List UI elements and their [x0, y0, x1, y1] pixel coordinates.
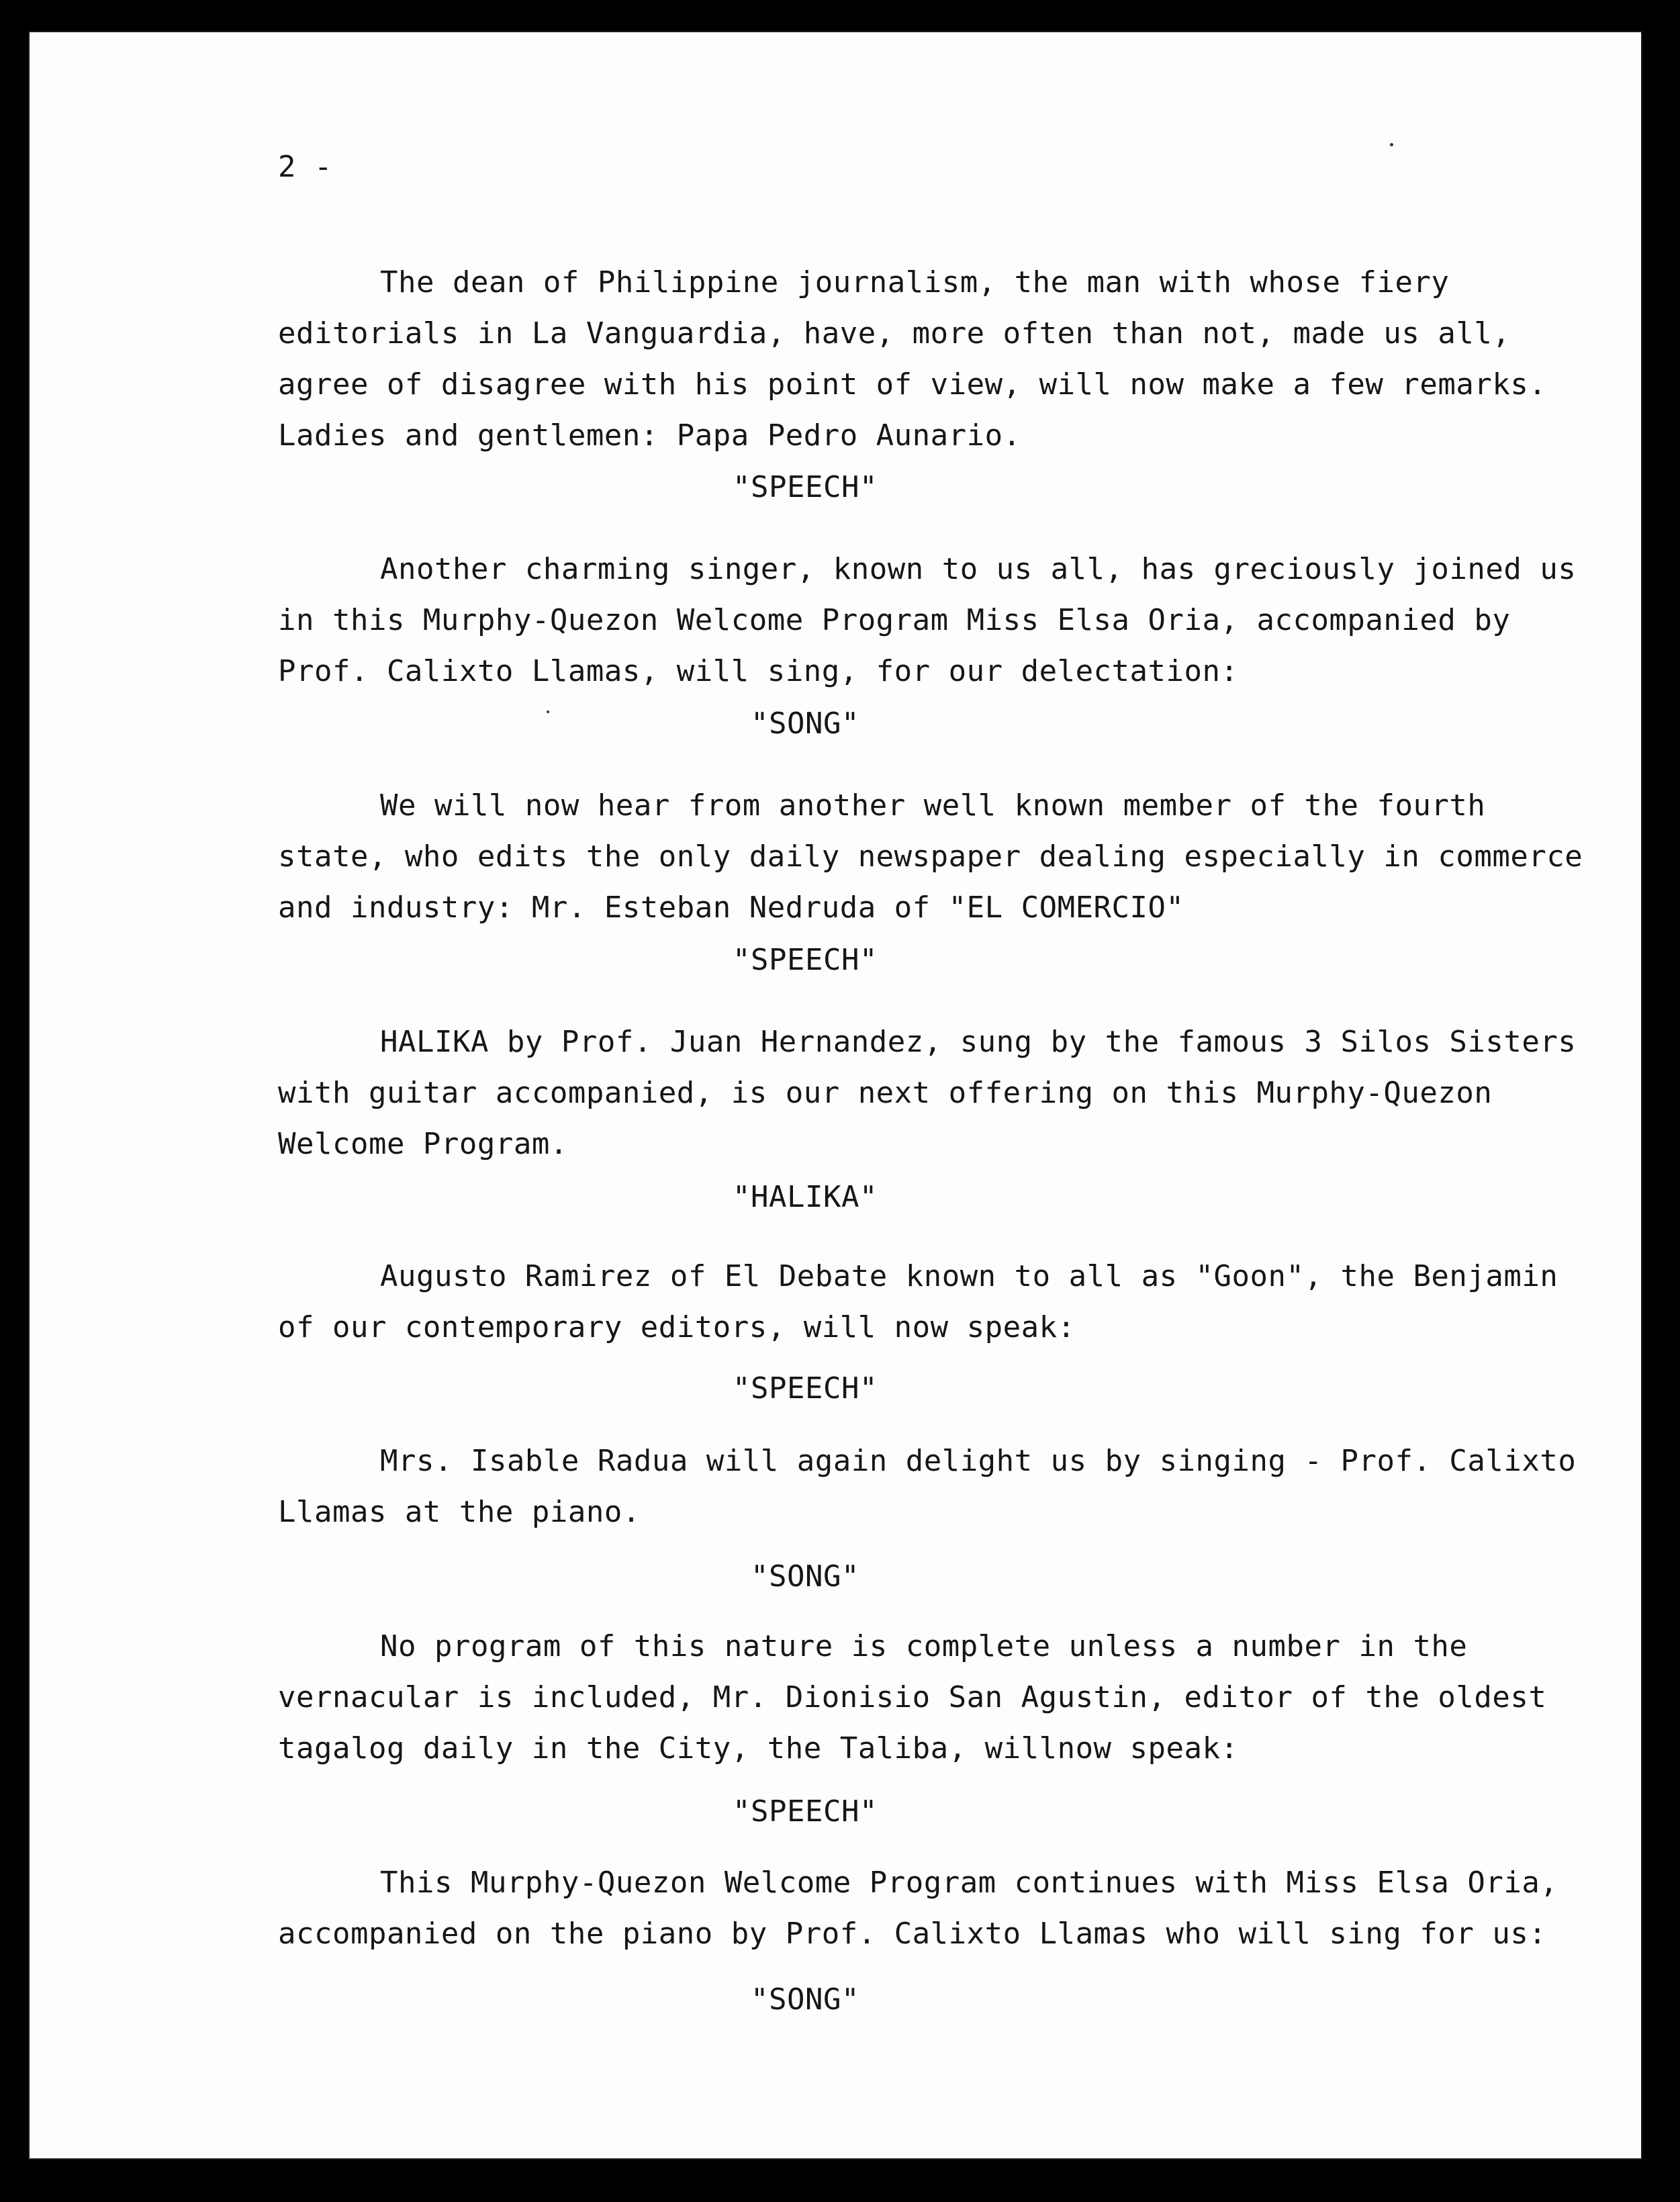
paragraph-radua: Mrs. Isable Radua will again delight us by singing - Prof. Calixto Llamas at the piano. — [278, 1444, 1577, 1529]
paragraph-san-agustin: No program of this nature is complete unless a number in the vernacular is included, Mr. Dionisio San Agustin, editor of the oldest tagalog daily in the City, the Taliba, willnow speak: — [278, 1629, 1547, 1765]
heading-speech-3: "SPEECH" — [733, 1371, 878, 1406]
paragraph-ramirez: Augusto Ramirez of El Debate known to all as "Goon", the Benjamin of our contemporary editors, will now speak: — [278, 1259, 1558, 1344]
page-number: 2 - — [278, 150, 332, 184]
paragraph-oria-1: Another charming singer, known to us all, has greciously joined us in this Murphy-Quezon Welcome Program Miss Elsa Oria, accompanied by Prof. Calixto Llamas, will sing, for our delectation: — [278, 552, 1577, 688]
document-page — [30, 32, 1641, 2158]
paper-speck — [1390, 143, 1393, 146]
paragraph-halika: HALIKA by Prof. Juan Hernandez, sung by the famous 3 Silos Sisters with guitar accompanied, is our next offering on this Murphy-Quezon Welcome Program. — [278, 1025, 1577, 1161]
paper-speck — [547, 710, 549, 713]
paragraph-aunario: The dean of Philippine journalism, the man with whose fiery editorials in La Vanguardia, have, more often than not, made us all, agree of disagree with his point of view, will now make a few remarks. Ladies and gentlemen: Papa Pedro Aunario. — [278, 265, 1547, 453]
heading-speech-4: "SPEECH" — [733, 1794, 878, 1829]
heading-speech-2: "SPEECH" — [733, 943, 878, 977]
heading-halika: "HALIKA" — [733, 1180, 878, 1214]
heading-song-1: "SONG" — [751, 706, 859, 741]
heading-speech-1: "SPEECH" — [733, 470, 878, 504]
heading-song-3: "SONG" — [751, 1982, 859, 2017]
heading-song-2: "SONG" — [751, 1559, 859, 1594]
paragraph-nedruda: We will now hear from another well known member of the fourth state, who edits the only daily newspaper dealing especially in commerce and industry: Mr. Esteban Nedruda of "EL COMERCIO" — [278, 788, 1583, 925]
paragraph-oria-2: This Murphy-Quezon Welcome Program continues with Miss Elsa Oria, accompanied on the piano by Prof. Calixto Llamas who will sing for us: — [278, 1866, 1558, 1951]
